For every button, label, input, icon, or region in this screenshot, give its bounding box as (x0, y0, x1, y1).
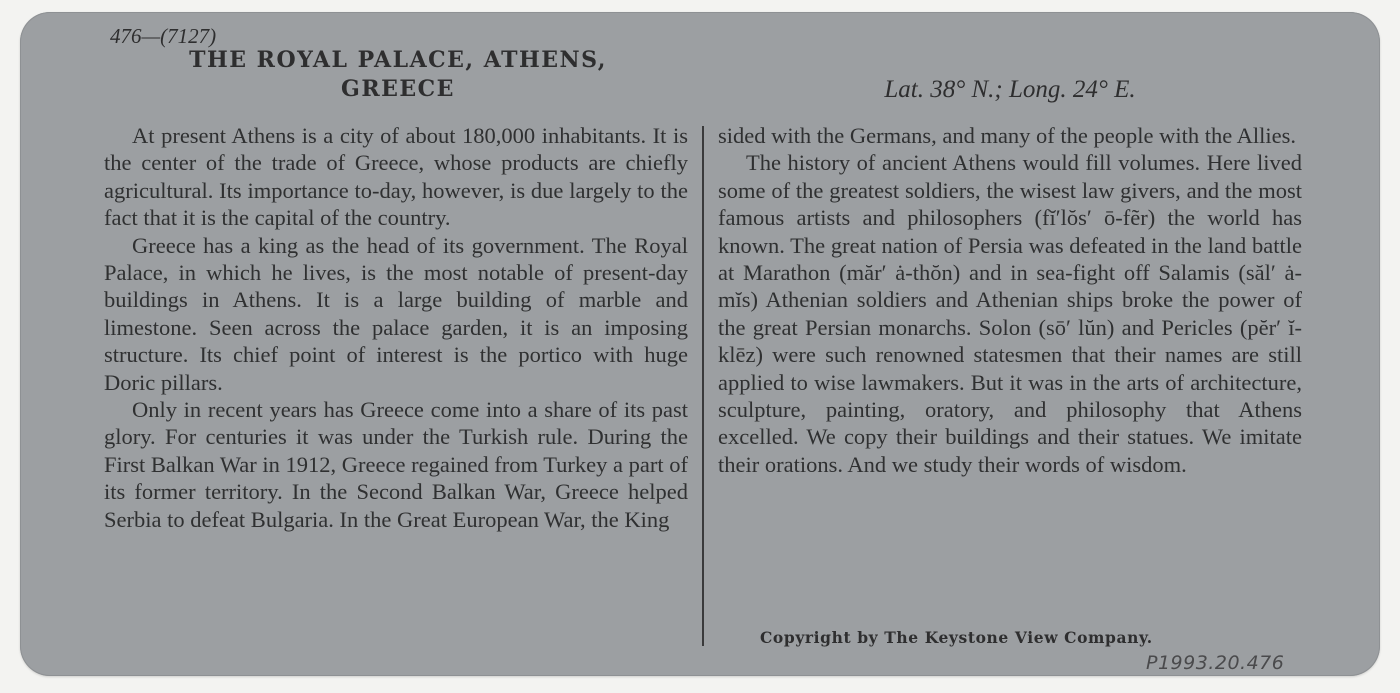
title-line-2: GREECE (341, 76, 455, 102)
card-title (118, 46, 678, 104)
copyright-notice: Copyright by The Keystone View Company. (760, 628, 1153, 647)
accession-number: P1993.20.476 (1146, 652, 1285, 674)
paragraph: The history of ancient Athens would fill volumes. Here lived some of the greatest soldiers, the wisest law givers, and the most famous artists and philosophers (fĭ′lŏs′ ō-fẽr) the world has known. The great nation of Persia was defeated in the land battle at Marathon (măr′ ȧ-thŏn) and in sea-fight off Salamis (săl′ ȧ-mĭs) Athenian soldiers and Athenian ships broke the power of the great Persian monarchs. Solon (sō′ lŭn) and Pericles (pĕr′ ĭ-klēz) were such renowned statesmen that their names are still applied to wise lawmakers. But it was in the arts of architecture, sculpture, painting, oratory, and philosophy that Athens excelled. We copy their buildings and their statues. We imitate their orations. And we study their words of wisdom. (718, 150, 1302, 477)
paragraph: Greece has a king as the head of its government. The Royal Palace, in which he lives, is the most notable of present-day buildings in Athens. It is a large building of marble and limestone. Seen across the palace garden, it is an imposing structure. Its chief point of interest is the portico with huge Doric pillars. (104, 232, 688, 395)
left-text-column (104, 122, 688, 533)
right-text-column (718, 122, 1302, 478)
column-divider (702, 126, 704, 646)
paragraph: At present Athens is a city of about 180,000 inhabitants. It is the center of the trade of Greece, whose products are chiefly agricultural. Its importance to-day, however, is due largely to the fact that it is the capital of the country. (104, 123, 688, 231)
coordinates: Lat. 38° N.; Long. 24° E. (884, 76, 1136, 103)
paragraph: Only in recent years has Greece come into a share of its past glory. For centuries it was under the Turkish rule. During the First Balkan War in 1912, Greece regained from Turkey a part of its former territory. In the Second Balkan War, Greece helped Serbia to defeat Bulgaria. In the Great European War, the King (104, 397, 688, 532)
paragraph-continued: sided with the Germans, and many of the people with the Allies. (718, 123, 1297, 148)
catalog-number: 476—(7127) (110, 24, 217, 48)
title-line-1: THE ROYAL PALACE, ATHENS, (189, 47, 607, 73)
